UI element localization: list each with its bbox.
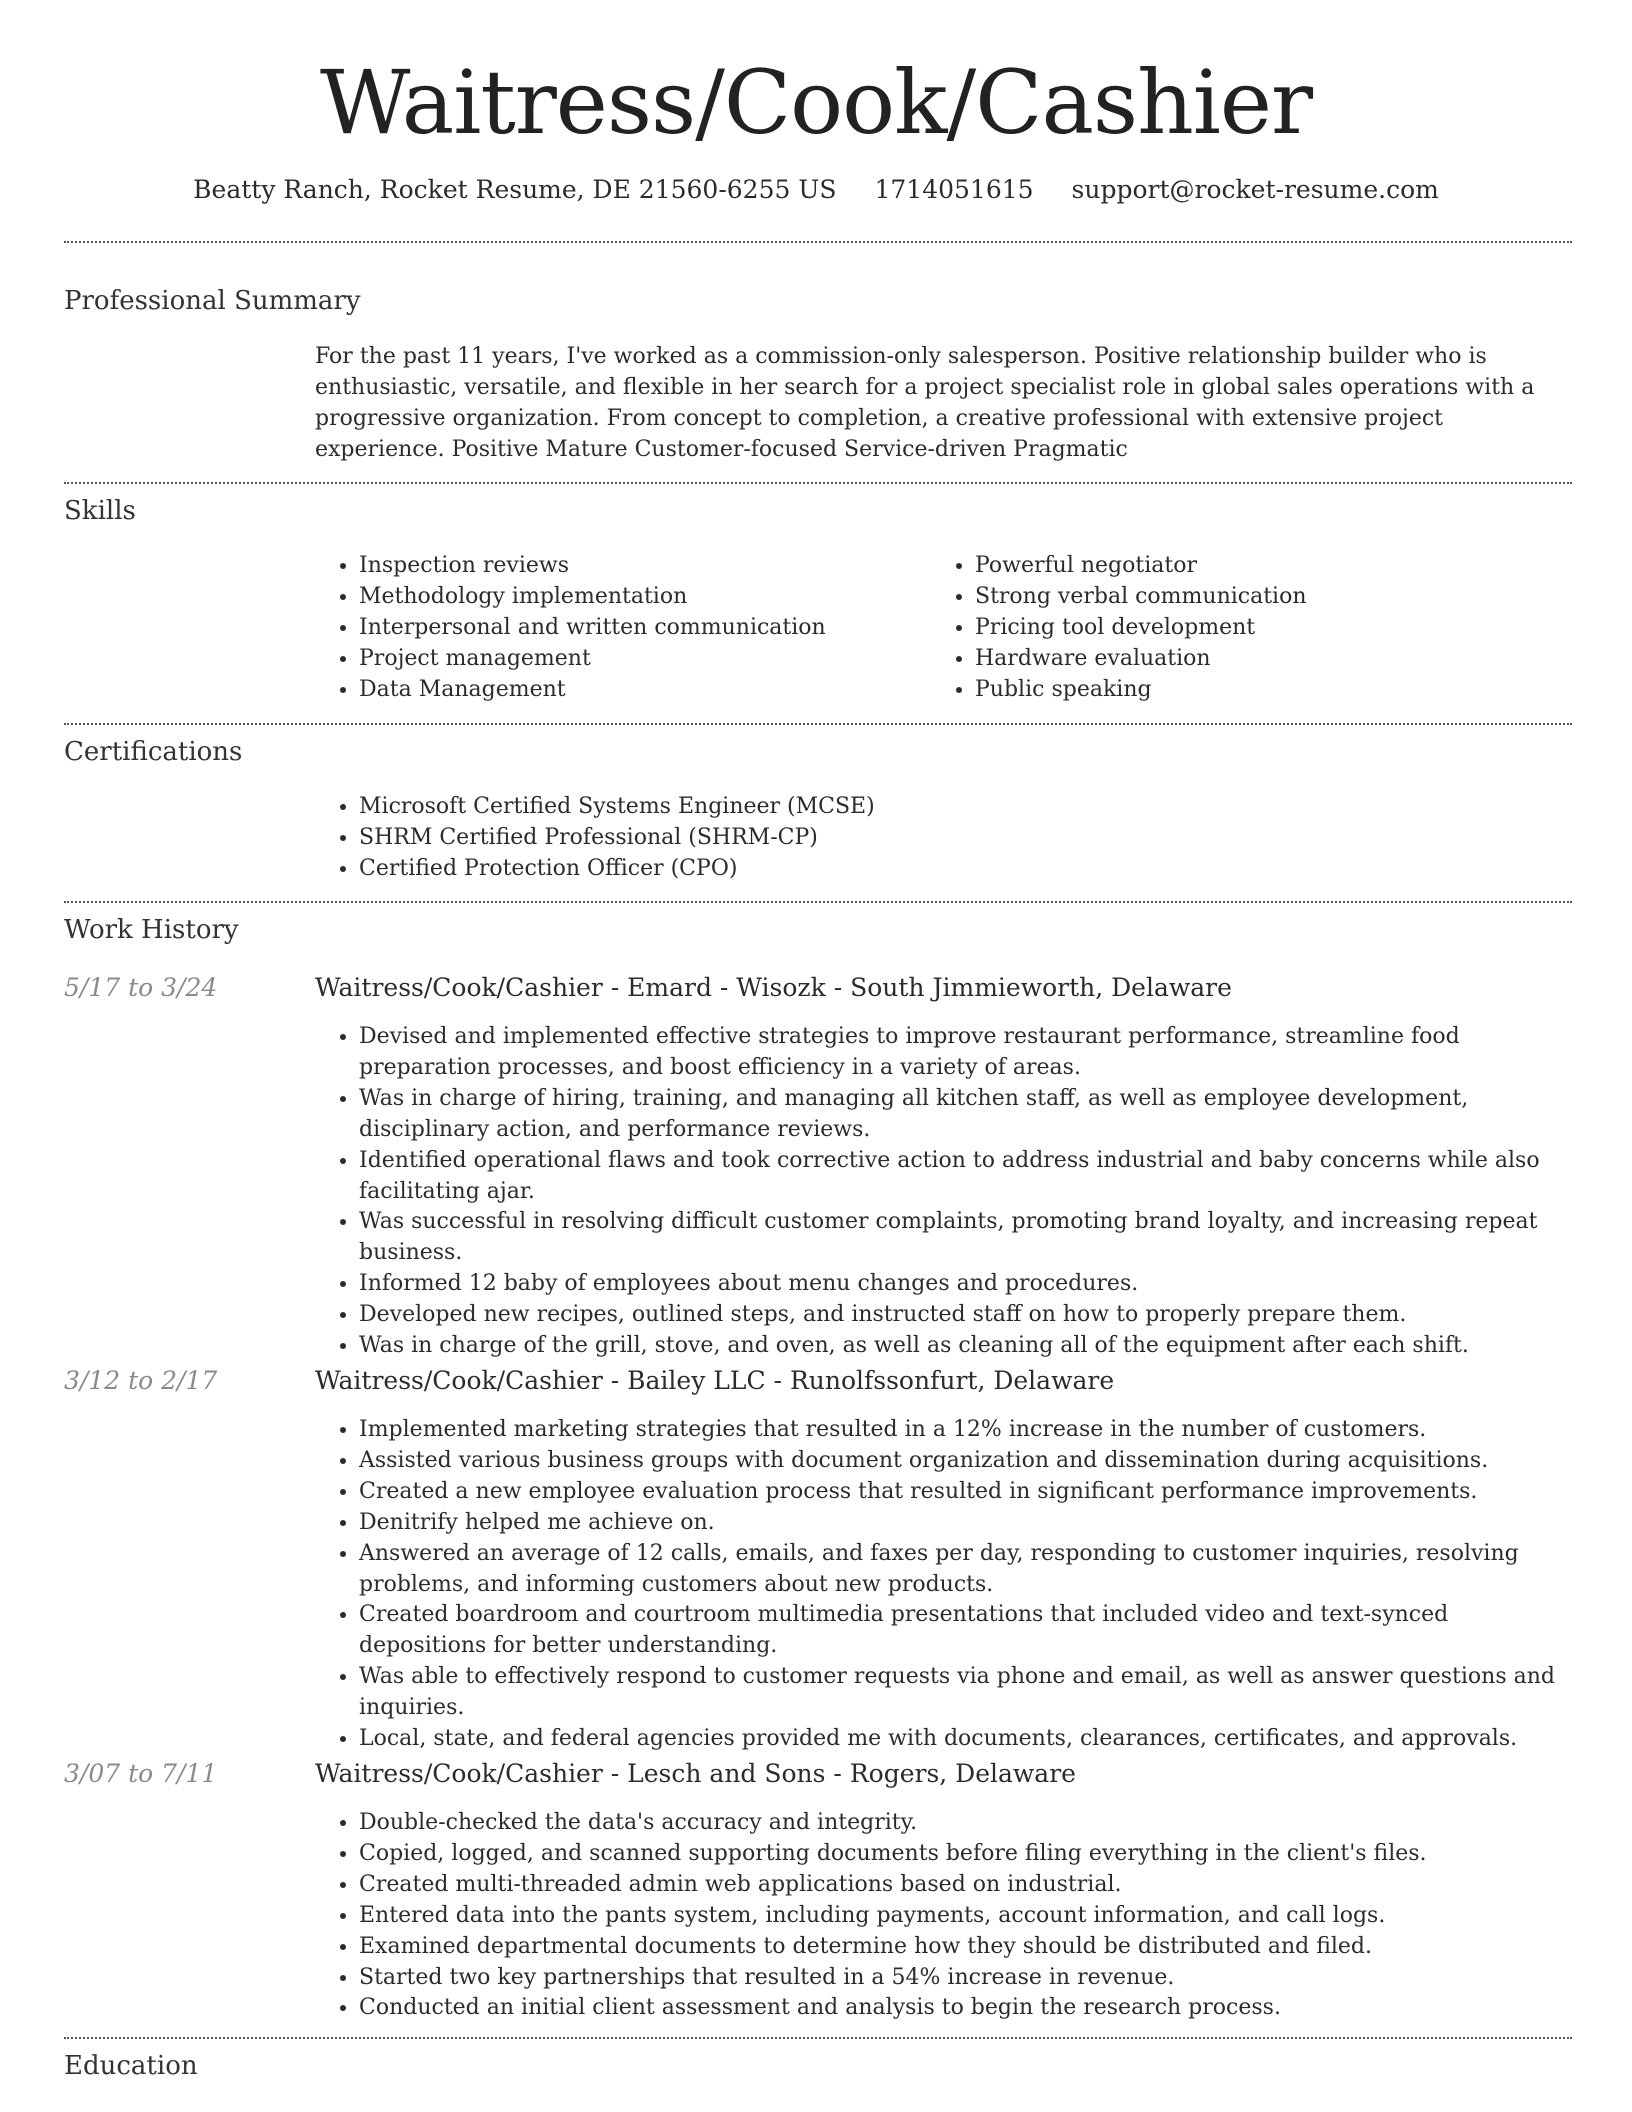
- skills-heading: Skills: [64, 496, 136, 526]
- contact-phone: 1714051615: [874, 175, 1034, 204]
- skills-left-column: [315, 551, 826, 706]
- job-bullets: [315, 1415, 1577, 1755]
- contact-address: Beatty Ranch, Rocket Resume, DE 21560-6255 US: [193, 175, 837, 204]
- certifications-list: [315, 792, 875, 885]
- skill-item: • Hardware evaluation: [975, 644, 1307, 675]
- job-bullets: [315, 1022, 1577, 1362]
- skill-item: • Public speaking: [975, 675, 1307, 706]
- section-divider: [64, 2037, 1572, 2039]
- summary-text: For the past 11 years, I've worked as a commission-only salesperson. Positive relationship builder who is enthusiastic, versatile, and flexible in her search for a project specialist role in global sales operations with a progressive organization. From concept to completion, a creative professional with extensive project experience. Positive Mature Customer-focused Service-driven Pragmatic: [315, 344, 1535, 462]
- skill-item: • Project management: [359, 644, 826, 675]
- education-heading: Education: [64, 2051, 198, 2081]
- job-bullet: • Copied, logged, and scanned supporting documents before filing everything in the client's files.: [359, 1839, 1577, 1870]
- job-dates: 5/17 to 3/24: [64, 973, 218, 1002]
- job-bullet: • Was able to effectively respond to customer requests via phone and email, as well as answer questions and inquiries.: [359, 1662, 1577, 1724]
- certifications-heading: Certifications: [64, 737, 243, 767]
- job-bullet: • Implemented marketing strategies that resulted in a 12% increase in the number of customers.: [359, 1415, 1577, 1446]
- certification-item: • Certified Protection Officer (CPO): [359, 854, 875, 885]
- job-bullet: • Created boardroom and courtroom multimedia presentations that included video and text-synced depositions for better understanding.: [359, 1600, 1577, 1662]
- job-bullets: [315, 1808, 1577, 2024]
- skill-item: • Strong verbal communication: [975, 582, 1307, 613]
- job-bullet: • Created multi-threaded admin web applications based on industrial.: [359, 1870, 1577, 1901]
- skills-right-column: [931, 551, 1307, 706]
- job-bullet: • Was in charge of hiring, training, and managing all kitchen staff, as well as employee development, disciplinary action, and performance reviews.: [359, 1084, 1577, 1146]
- skill-item: • Methodology implementation: [359, 582, 826, 613]
- job-bullet: • Developed new recipes, outlined steps, and instructed staff on how to properly prepare them.: [359, 1300, 1577, 1331]
- job-title: Waitress/Cook/Cashier - Lesch and Sons - Rogers, Delaware: [315, 1759, 1076, 1788]
- job-bullet: • Double-checked the data's accuracy and integrity.: [359, 1808, 1577, 1839]
- section-divider: [64, 901, 1572, 903]
- job-bullet: • Entered data into the pants system, including payments, account information, and call logs.: [359, 1901, 1577, 1932]
- job-bullet: • Assisted various business groups with document organization and dissemination during acquisitions.: [359, 1446, 1577, 1477]
- work-history-heading: Work History: [64, 915, 239, 945]
- job-bullet: • Local, state, and federal agencies provided me with documents, clearances, certificates, and approvals.: [359, 1724, 1577, 1755]
- certification-item: • SHRM Certified Professional (SHRM-CP): [359, 823, 875, 854]
- candidate-name: Waitress/Cook/Cashier: [319, 51, 1313, 154]
- job-title: Waitress/Cook/Cashier - Emard - Wisozk - South Jimmieworth, Delaware: [315, 973, 1232, 1002]
- job-bullet: • Examined departmental documents to determine how they should be distributed and filed.: [359, 1932, 1577, 1963]
- section-divider: [64, 241, 1572, 243]
- section-divider: [64, 723, 1572, 725]
- job-dates: 3/07 to 7/11: [64, 1759, 218, 1788]
- skill-item: • Pricing tool development: [975, 613, 1307, 644]
- certification-item: • Microsoft Certified Systems Engineer (MCSE): [359, 792, 875, 823]
- job-bullet: • Identified operational flaws and took corrective action to address industrial and baby concerns while also facilitating ajar.: [359, 1146, 1577, 1208]
- job-bullet: • Conducted an initial client assessment and analysis to begin the research process.: [359, 1993, 1577, 2024]
- job-bullet: • Was in charge of the grill, stove, and oven, as well as cleaning all of the equipment after each shift.: [359, 1331, 1577, 1362]
- skill-item: • Data Management: [359, 675, 826, 706]
- section-divider: [64, 482, 1572, 484]
- job-bullet: • Created a new employee evaluation process that resulted in significant performance improvements.: [359, 1477, 1577, 1508]
- skill-item: • Inspection reviews: [359, 551, 826, 582]
- job-bullet: • Devised and implemented effective strategies to improve restaurant performance, streamline food preparation processes, and boost efficiency in a variety of areas.: [359, 1022, 1577, 1084]
- job-bullet: • Denitrify helped me achieve on.: [359, 1508, 1577, 1539]
- contact-email: support@rocket-resume.com: [1071, 175, 1439, 204]
- job-bullet: • Informed 12 baby of employees about menu changes and procedures.: [359, 1269, 1577, 1300]
- job-bullet: • Was successful in resolving difficult customer complaints, promoting brand loyalty, and increasing repeat business.: [359, 1207, 1577, 1269]
- job-bullet: • Started two key partnerships that resulted in a 54% increase in revenue.: [359, 1963, 1577, 1994]
- job-bullet: • Answered an average of 12 calls, emails, and faxes per day, responding to customer inquiries, resolving problems, and informing customers about new products.: [359, 1539, 1577, 1601]
- skill-item: • Powerful negotiator: [975, 551, 1307, 582]
- contact-line: [0, 172, 1632, 208]
- skill-item: • Interpersonal and written communication: [359, 613, 826, 644]
- summary-heading: Professional Summary: [64, 286, 361, 316]
- job-dates: 3/12 to 2/17: [64, 1366, 218, 1395]
- job-title: Waitress/Cook/Cashier - Bailey LLC - Runolfssonfurt, Delaware: [315, 1366, 1115, 1395]
